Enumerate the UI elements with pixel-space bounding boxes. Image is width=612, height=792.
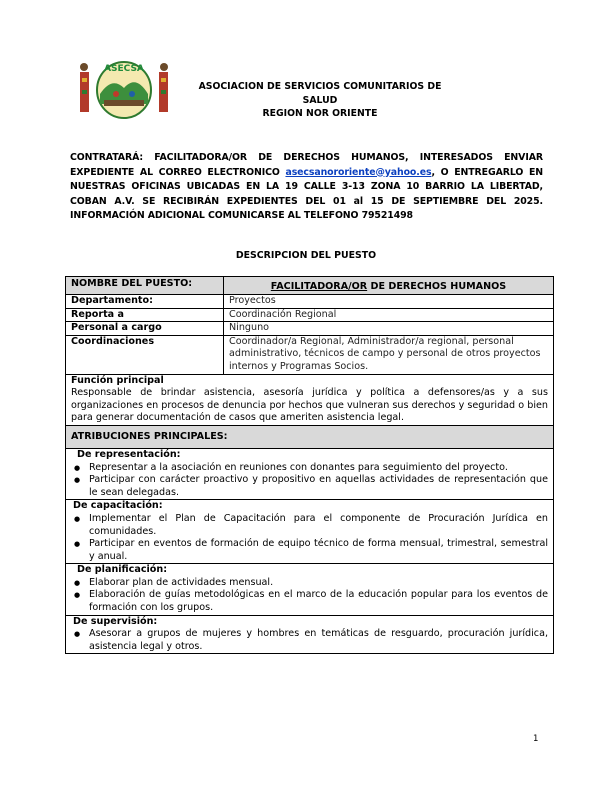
list-item: ● Participar en eventos de formación de equipo técnico de forma mensual, trimestral, semestral y anual. <box>89 538 548 563</box>
contact-email-link[interactable]: asecsanororiente@yahoo.es <box>285 166 432 178</box>
job-title-label: NOMBRE DEL PUESTO: <box>66 277 224 295</box>
section-cell <box>66 564 554 615</box>
function-text: Responsable de brindar asistencia, asesoría jurídica y política a defensores/as y a sus organizaciones en procesos de denuncia por hechos que vulneran sus derechos y seguridad o bien para generar documentación de casos que ameriten asistencia legal. <box>71 387 548 424</box>
row-value: Proyectos <box>224 295 554 309</box>
list-item: ● Participar con carácter proactivo y propositivo en aquellas actividades de representación que le sean delegadas. <box>89 474 548 499</box>
list-item: ● Elaboración de guías metodológicas en el marco de la educación popular para los eventos de formación con los grupos. <box>89 589 548 614</box>
job-title-rest: DE DERECHOS HUMANOS <box>367 281 507 292</box>
announcement-part2: , O ENTREGARLO EN NUESTRAS OFICINAS UBICADAS EN LA 19 CALLE 3-13 ZONA 10 BARRIO LA LIBERTAD, COBAN A.V. SE RECIBIRÁN EXPEDIENTES DEL 01 al 15 DE SEPTIEMBRE DEL 2025. INFORMACIÓN ADICIONAL COMUNICARSE AL TELEFONO 79521498 <box>70 166 544 221</box>
section-title: De capacitación: <box>73 500 163 512</box>
asecsa-logo <box>78 54 170 124</box>
row-value: Coordinación Regional <box>224 308 554 322</box>
list-item: ● Implementar el Plan de Capacitación para el componente de Procuración Jurídica en comunidades. <box>89 513 548 538</box>
row-value: Coordinador/a Regional, Administrador/a regional, personal administrativo, técnicos de campo y personal de otros proyectos internos y Programas Socios. <box>224 335 554 374</box>
row-label: Coordinaciones <box>66 335 224 374</box>
job-title-value <box>224 277 554 295</box>
list-item: ● Elaborar plan de actividades mensual. <box>89 577 548 590</box>
list-item: ● Asesorar a grupos de mujeres y hombres en temáticas de resguardo, procuración jurídica, asistencia legal y otros. <box>89 628 548 653</box>
organization-header <box>180 80 460 121</box>
row-departamento <box>66 295 554 309</box>
section-cell <box>66 615 554 654</box>
row-label: Departamento: <box>66 295 224 309</box>
logo-lettering: ASECSA <box>104 64 144 74</box>
org-name: ASOCIACION DE SERVICIOS COMUNITARIOS DE SALUD <box>198 81 442 106</box>
announcement-part1: CONTRATARÁ: FACILITADORA/OR DE DERECHOS HUMANOS, INTERESADOS ENVIAR EXPEDIENTE AL CORREO ELECTRONICO <box>70 152 543 178</box>
section-title: De representación: <box>77 448 181 460</box>
section-cell <box>66 448 554 499</box>
org-region: REGION NOR ORIENTE <box>262 108 378 119</box>
list-item: ● Representar a la asociación en reuniones con donantes para seguimiento del proyecto. <box>89 462 548 475</box>
job-title-row <box>66 277 554 295</box>
page-number: 1 <box>533 734 539 744</box>
attributions-header-row <box>66 425 554 448</box>
section-representacion <box>66 448 554 499</box>
row-coordinaciones <box>66 335 554 374</box>
row-personal <box>66 322 554 336</box>
section-cell <box>66 500 554 564</box>
function-cell <box>66 374 554 425</box>
job-title-underlined: FACILITADORA/OR <box>270 281 368 292</box>
attributions-label: ATRIBUCIONES PRINCIPALES: <box>66 425 554 448</box>
section-capacitacion <box>66 500 554 564</box>
row-value: Ninguno <box>224 322 554 336</box>
section-title: De planificación: <box>77 564 168 576</box>
job-description-table <box>65 276 554 654</box>
description-title: DESCRIPCION DEL PUESTO <box>235 250 377 261</box>
row-label: Reporta a <box>66 308 224 322</box>
row-label: Personal a cargo <box>66 322 224 336</box>
function-row <box>66 374 554 425</box>
section-planificacion <box>66 564 554 615</box>
section-supervision <box>66 615 554 654</box>
function-label: Función principal <box>71 374 164 386</box>
section-title: De supervisión: <box>73 615 158 627</box>
row-reporta <box>66 308 554 322</box>
announcement-paragraph <box>70 151 543 224</box>
